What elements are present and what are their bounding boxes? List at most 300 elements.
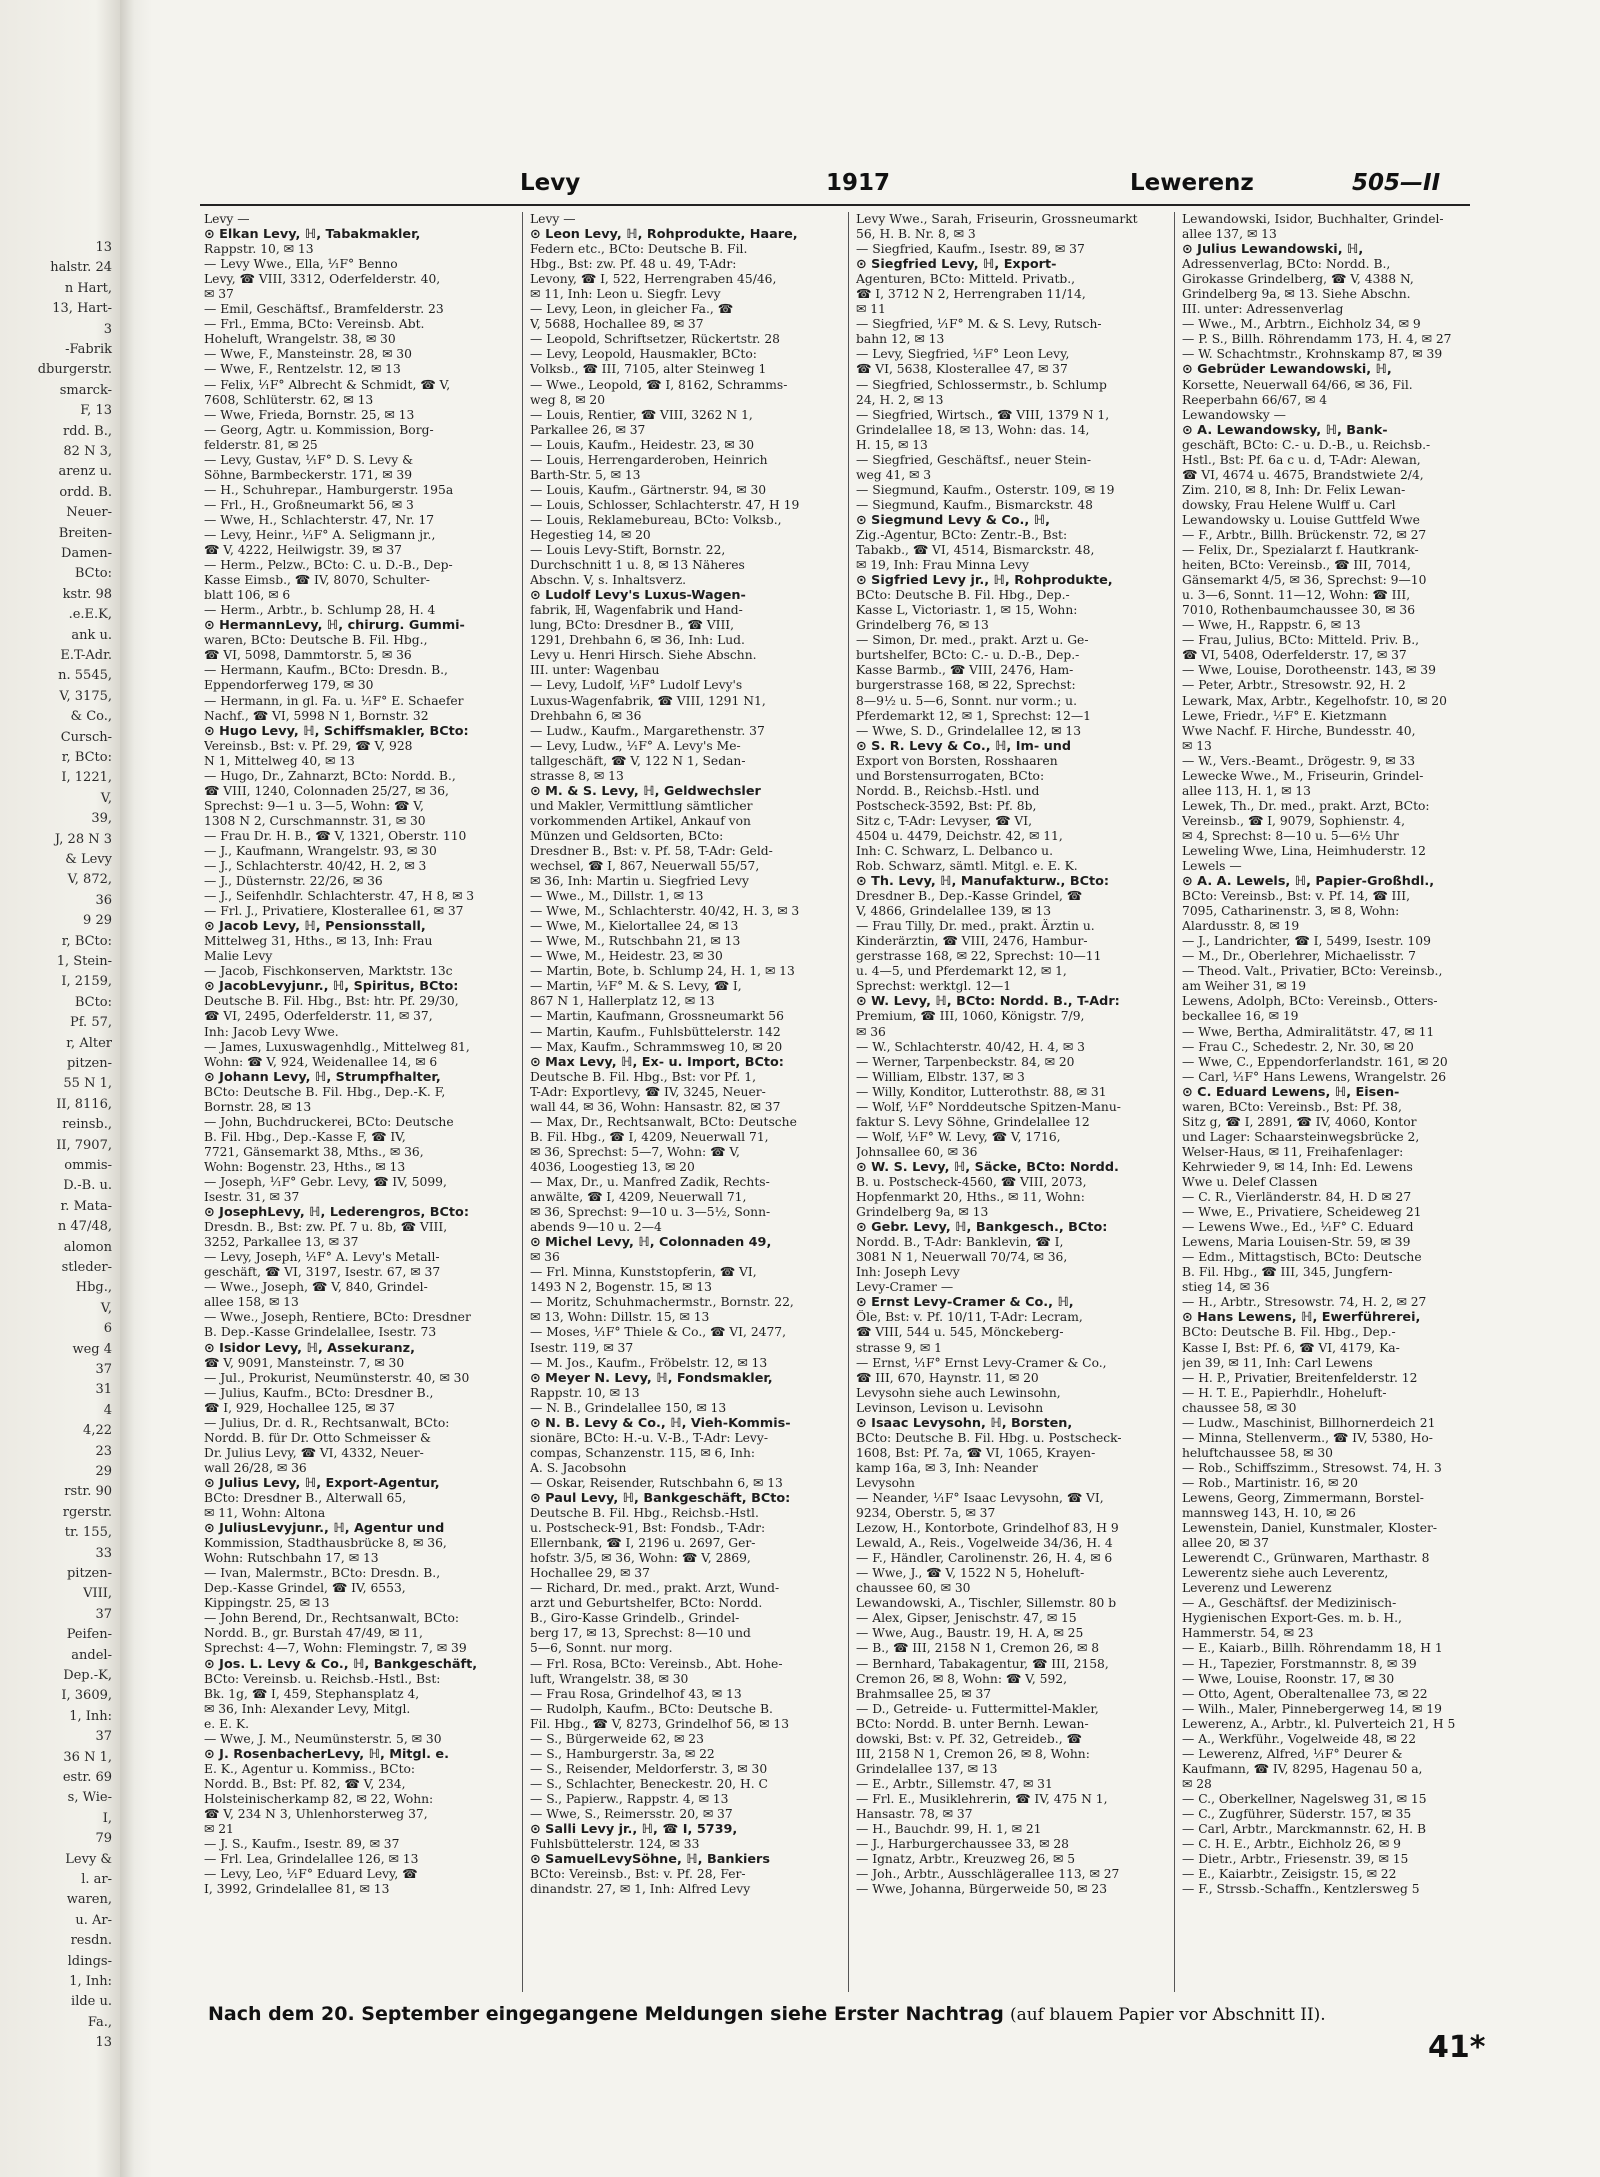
directory-line: — E., Kaiarbtr., Zeisigstr. 15, ✉ 22	[1182, 1867, 1397, 1882]
directory-line: — Frl., H., Großneumarkt 56, ✉ 3	[204, 497, 414, 512]
directory-line: Welser-Haus, ✉ 11, Freihafenlager:	[1182, 1144, 1404, 1159]
directory-line: ⊙ Max Levy, ℍ, Ex- u. Import, BCto:	[530, 1054, 784, 1070]
previous-page-fragment: r. Mata-	[60, 1198, 112, 1214]
directory-line: ⊙ Elkan Levy, ℍ, Tabakmakler,	[204, 227, 421, 243]
directory-line: Gänsemarkt 4/5, ✉ 36, Sprechst: 9—10	[1182, 573, 1427, 588]
directory-line: — Willy, Konditor, Lutterothstr. 88, ✉ 31	[856, 1084, 1107, 1099]
directory-line: bahn 12, ✉ 13	[856, 332, 945, 347]
footer-note	[208, 2003, 1468, 2026]
directory-line: ☎ VI, 2495, Oderfelderstr. 11, ✉ 37,	[204, 1009, 433, 1024]
directory-line: ⊙ C. Eduard Lewens, ℍ, Eisen-	[1182, 1084, 1400, 1100]
directory-line: Öle, Bst: v. Pf. 10/11, T-Adr: Lecram,	[856, 1310, 1083, 1325]
directory-line: — Louis, Schlosser, Schlachterstr. 47, H 19	[530, 497, 800, 512]
directory-line: III, 2158 N 1, Cremon 26, ✉ 8, Wohn:	[856, 1746, 1090, 1761]
directory-line: Parkallee 26, ✉ 37	[530, 422, 646, 437]
directory-line: Levy-Cramer —	[856, 1280, 954, 1295]
directory-line: Korsette, Neuerwall 64/66, ✉ 36, Fil.	[1182, 377, 1413, 392]
previous-page-fragment: pitzen-	[66, 1056, 112, 1071]
directory-line: BCto: Nordd. B. unter Bernh. Lewan-	[856, 1716, 1089, 1731]
directory-line: Export von Borsten, Rosshaaren	[856, 753, 1058, 768]
directory-line: strasse 8, ✉ 13	[530, 768, 624, 783]
directory-line: — D., Getreide- u. Futtermittel-Makler,	[856, 1701, 1099, 1716]
directory-line: — J., Schlachterstr. 40/42, H. 2, ✉ 3	[204, 859, 427, 874]
directory-line: — S., Papierw., Rappstr. 4, ✉ 13	[530, 1791, 729, 1806]
previous-page-fragment: I,	[102, 1810, 112, 1826]
directory-line: ⊙ Ernst Levy-Cramer & Co., ℍ,	[856, 1295, 1074, 1311]
directory-line: 24, H. 2, ✉ 13	[856, 392, 944, 407]
previous-page-fragment: halstr. 24	[50, 260, 112, 276]
directory-line: Inh: Joseph Levy	[856, 1265, 960, 1280]
previous-page-fragment: -Fabrik	[65, 342, 112, 357]
directory-line: ☎ V, 9091, Mansteinstr. 7, ✉ 30	[204, 1355, 405, 1370]
directory-line: chaussee 58, ✉ 30	[1182, 1400, 1297, 1415]
previous-page-fragment: r, Alter	[66, 1035, 112, 1051]
directory-line: ⊙ JosephLevy, ℍ, Lederengros, BCto:	[204, 1205, 469, 1221]
directory-line: — H., Schuhrepar., Hamburgerstr. 195a	[204, 482, 454, 497]
previous-page-fragment: Damen-	[61, 546, 112, 561]
directory-line: Lewerentz siehe auch Leverentz,	[1182, 1566, 1389, 1581]
directory-line: anwälte, ☎ I, 4209, Neuerwall 71,	[530, 1190, 747, 1205]
directory-line: ⊙ Gebr. Levy, ℍ, Bankgesch., BCto:	[856, 1220, 1108, 1236]
directory-line: — J., Kaufmann, Wrangelstr. 93, ✉ 30	[204, 843, 437, 858]
directory-line: ⊙ Jacob Levy, ℍ, Pensionsstall,	[204, 919, 426, 935]
directory-line: Sitz c, T-Adr: Levyser, ☎ VI,	[856, 813, 1032, 828]
previous-page-fragment: ldings-	[67, 1953, 112, 1969]
previous-page-fragment: & Levy	[65, 852, 112, 867]
directory-line: Zim. 210, ✉ 8, Inh: Dr. Felix Lewan-	[1182, 482, 1406, 497]
directory-line: — Wwe, M., Kielortallee 24, ✉ 13	[530, 919, 739, 934]
previous-page-fragment: 13	[95, 2035, 112, 2051]
directory-line: Dr. Julius Levy, ☎ VI, 4332, Neuer-	[204, 1445, 424, 1460]
directory-line: Kehrwieder 9, ✉ 14, Inh: Ed. Lewens	[1182, 1159, 1413, 1174]
directory-line: — Wwe, E., Privatiere, Scheideweg 21	[1182, 1205, 1422, 1220]
directory-line: ⊙ SamuelLevySöhne, ℍ, Bankiers	[530, 1852, 770, 1868]
directory-line: — Lewerenz, Alfred, ¹⁄₁F° Deurer &	[1182, 1746, 1403, 1761]
directory-line: — Julius, Dr. d. R., Rechtsanwalt, BCto:	[204, 1415, 450, 1430]
directory-line: dinandstr. 27, ✉ 1, Inh: Alfred Levy	[530, 1882, 751, 1897]
directory-line: — E., Kaiarb., Billh. Röhrendamm 18, H 1	[1182, 1641, 1443, 1656]
directory-line: — H., Tapezier, Forstmannstr. 8, ✉ 39	[1182, 1656, 1417, 1671]
directory-line: Kommission, Stadthausbrücke 8, ✉ 36,	[204, 1536, 447, 1551]
directory-line: — Hermann, in gl. Fa. u. ¹⁄₁F° E. Schaefer	[204, 693, 464, 708]
previous-page-fragment: II, 8116,	[56, 1096, 112, 1112]
directory-line: B. Dep.-Kasse Grindelallee, Isestr. 73	[204, 1325, 437, 1340]
directory-line: ⊙ Gebrüder Lewandowski, ℍ,	[1182, 362, 1392, 378]
directory-line: — Louis, Kaufm., Heidestr. 23, ✉ 30	[530, 437, 755, 452]
directory-line: Cremon 26, ✉ 8, Wohn: ☎ V, 592,	[856, 1671, 1068, 1686]
directory-line: ⊙ Hans Lewens, ℍ, Ewerführerei,	[1182, 1310, 1421, 1326]
directory-line: Adressenverlag, BCto: Nordd. B.,	[1182, 257, 1391, 272]
footer-note-paren: (auf blauem Papier vor Abschnitt II).	[1009, 2005, 1326, 2025]
directory-line: — Wwe, H., Rappstr. 6, ✉ 13	[1182, 618, 1361, 633]
directory-line: Johnsallee 60, ✉ 36	[856, 1144, 978, 1159]
directory-line: III. unter: Adressenverlag	[1182, 302, 1344, 317]
directory-line: Barth-Str. 5, ✉ 13	[530, 467, 641, 482]
directory-line: Bornstr. 28, ✉ 13	[204, 1099, 312, 1114]
directory-line: Wohn: Rutschbahn 17, ✉ 13	[204, 1551, 379, 1566]
directory-line: Lewerenz, A., Arbtr., kl. Pulverteich 21, H 5	[1182, 1716, 1456, 1731]
previous-page-fragment: u. Ar-	[75, 1912, 112, 1928]
directory-line: Mittelweg 31, Hths., ✉ 13, Inh: Frau	[204, 934, 433, 949]
directory-line: ✉ 36	[530, 1250, 560, 1265]
directory-line: gerstrasse 168, ✉ 22, Sprechst: 10—11	[856, 949, 1102, 964]
directory-line: Hammerstr. 54, ✉ 23	[1182, 1626, 1314, 1641]
directory-line: ⊙ Leon Levy, ℍ, Rohprodukte, Haare,	[530, 227, 798, 243]
previous-page-edge	[0, 0, 120, 2177]
directory-line: ⊙ Ludolf Levy's Luxus-Wagen-	[530, 588, 746, 604]
directory-line: ☎ I, 929, Hochallee 125, ✉ 37	[204, 1400, 395, 1415]
directory-line: Fil. Hbg., ☎ V, 8273, Grindelhof 56, ✉ 13	[530, 1716, 790, 1731]
directory-line: Postscheck-3592, Bst: Pf. 8b,	[856, 798, 1037, 813]
directory-line: — Louis, Rentier, ☎ VIII, 3262 N 1,	[530, 407, 753, 422]
directory-line: Lewens, Georg, Zimmermann, Borstel-	[1182, 1490, 1424, 1505]
directory-line: Zig.-Agentur, BCto: Zentr.-B., Bst:	[856, 527, 1068, 542]
directory-line: Levysohn	[856, 1475, 915, 1490]
directory-line: — Levy, Siegfried, ¹⁄₁F° Leon Levy,	[856, 347, 1070, 362]
directory-line: Lewald, A., Reis., Vogelweide 34/36, H. 4	[856, 1536, 1113, 1551]
directory-line: — C. R., Vierländerstr. 84, H. D ✉ 27	[1182, 1190, 1412, 1205]
directory-line: — Bernhard, Tabakagentur, ☎ III, 2158,	[856, 1656, 1109, 1671]
directory-line: ⊙ A. Lewandowsky, ℍ, Bank-	[1182, 422, 1388, 438]
directory-line: — J. S., Kaufm., Isestr. 89, ✉ 37	[204, 1837, 400, 1852]
directory-line: sionäre, BCto: H.-u. V.-B., T-Adr: Levy-	[530, 1430, 768, 1445]
directory-line: — Carl, Arbtr., Marckmannstr. 62, H. B	[1182, 1822, 1427, 1837]
directory-line: — Alex, Gipser, Jenischstr. 47, ✉ 15	[856, 1611, 1077, 1626]
directory-line: Federn etc., BCto: Deutsche B. Fil.	[530, 242, 748, 257]
directory-line: Lewe, Friedr., ¹⁄₁F° E. Kietzmann	[1182, 708, 1387, 723]
directory-line: — Moses, ¹⁄₁F° Thiele & Co., ☎ VI, 2477,	[530, 1325, 787, 1340]
previous-page-fragment: V,	[100, 790, 112, 806]
directory-line: — Martin, Kaufm., Fuhlsbüttelerstr. 142	[530, 1024, 781, 1039]
directory-line: — C. H. E., Arbtr., Eichholz 26, ✉ 9	[1182, 1837, 1401, 1852]
directory-line: Inh: C. Schwarz, L. Delbanco u.	[856, 843, 1054, 858]
directory-line: — Levy, Heinr., ¹⁄₁F° A. Seligmann jr.,	[204, 527, 436, 542]
directory-line: A. S. Jacobsohn	[530, 1460, 627, 1475]
directory-line: — S., Reisender, Meldorferstr. 3, ✉ 30	[530, 1761, 768, 1776]
directory-line: — Martin, ¹⁄₁F° M. & S. Levy, ☎ I,	[530, 979, 742, 994]
directory-line: Wohn: ☎ V, 924, Weidenallee 14, ✉ 6	[204, 1054, 438, 1069]
previous-page-fragment: ordd. B.	[59, 484, 112, 500]
directory-line: 3081 N 1, Neuerwall 70/74, ✉ 36,	[856, 1250, 1068, 1265]
directory-line: — Levy Wwe., Ella, ¹⁄₁F° Benno	[204, 257, 398, 272]
directory-line: — Levy, Joseph, ¹⁄₁F° A. Levy's Metall-	[204, 1250, 440, 1265]
previous-page-fragment: 29	[95, 1464, 112, 1479]
running-head-left: Levy	[520, 170, 581, 196]
directory-line: ⊙ N. B. Levy & Co., ℍ, Vieh-Kommis-	[530, 1415, 791, 1431]
directory-line: ✉ 11	[856, 302, 886, 317]
previous-page-fragment: 37	[95, 1362, 112, 1377]
directory-line: Agenturen, BCto: Mitteld. Privatb.,	[856, 272, 1076, 287]
directory-line: Levy Wwe., Sarah, Friseurin, Grossneumarkt	[856, 212, 1138, 226]
directory-line: — P. S., Billh. Röhrendamm 173, H. 4, ✉ 27	[1182, 332, 1452, 347]
directory-line: ⊙ JuliusLevyjunr., ℍ, Agentur und	[204, 1521, 445, 1537]
directory-line: — John, Buchdruckerei, BCto: Deutsche	[204, 1114, 454, 1129]
previous-page-fragment: ank u.	[71, 627, 112, 643]
directory-line: u. 3—6, Sonnt. 11—12, Wohn: ☎ III,	[1182, 588, 1411, 603]
directory-line: — Rob., Martinistr. 16, ✉ 20	[1182, 1475, 1358, 1490]
directory-line: Kippingstr. 25, ✉ 13	[204, 1596, 330, 1611]
directory-line: — Dietr., Arbtr., Friesenstr. 39, ✉ 15	[1182, 1852, 1409, 1867]
directory-line: — Carl, ¹⁄₁F° Hans Lewens, Wrangelstr. 26	[1182, 1069, 1447, 1084]
directory-line: — Wwe, Bertha, Admiralitätstr. 47, ✉ 11	[1182, 1024, 1435, 1039]
directory-line: — Simon, Dr. med., prakt. Arzt u. Ge-	[856, 633, 1089, 648]
previous-page-fragment: tr. 155,	[64, 1525, 112, 1541]
directory-line: 1291, Drehbahn 6, ✉ 36, Inh: Lud.	[530, 633, 745, 648]
previous-page-fragment: 79	[95, 1831, 112, 1847]
directory-line: Bk. 1g, ☎ I, 459, Stephansplatz 4,	[204, 1686, 420, 1701]
previous-page-fragment: s, Wie-	[67, 1790, 112, 1806]
directory-line: — J., Seifenhdlr. Schlachterstr. 47, H 8, ✉ 3	[204, 889, 475, 904]
directory-line: heiten, BCto: Vereinsb., ☎ III, 7014,	[1182, 558, 1411, 573]
directory-line: heluftchaussee 58, ✉ 30	[1182, 1445, 1334, 1460]
directory-line: — Werner, Tarpenbeckstr. 84, ✉ 20	[856, 1054, 1075, 1069]
directory-line: — Frau Rosa, Grindelhof 43, ✉ 13	[530, 1686, 742, 1701]
directory-line: — M. Jos., Kaufm., Fröbelstr. 12, ✉ 13	[530, 1355, 768, 1370]
previous-page-fragment: 3	[103, 321, 112, 337]
previous-page-fragment: 6	[103, 1321, 112, 1337]
directory-line: Dresdn. B., Bst: zw. Pf. 7 u. 8b, ☎ VIII,	[204, 1220, 448, 1235]
directory-line: Deutsche B. Fil. Hbg., Reichsb.-Hstl.	[530, 1506, 759, 1521]
previous-page-fragment: n. 5545,	[58, 668, 112, 684]
directory-line: — Wwe., M., Dillstr. 1, ✉ 13	[530, 889, 704, 904]
directory-line: BCto: Deutsche B. Fil. Hbg., Dep.-K. F,	[204, 1084, 446, 1099]
directory-line: felderstr. 81, ✉ 25	[204, 437, 318, 452]
directory-line: Lewels —	[1182, 859, 1242, 874]
directory-line: Nordd. B., Bst: Pf. 82, ☎ V, 234,	[204, 1776, 406, 1791]
previous-page-fragment: F, 13	[80, 403, 112, 419]
directory-line: — Theod. Valt., Privatier, BCto: Vereinsb.,	[1182, 964, 1443, 979]
directory-line: Nordd. B., T-Adr: Banklevin, ☎ I,	[856, 1235, 1064, 1250]
directory-line: Isestr. 31, ✉ 37	[204, 1190, 300, 1205]
directory-line: — W., Schlachterstr. 40/42, H. 4, ✉ 3	[856, 1039, 1085, 1054]
directory-line: — F., Händler, Carolinenstr. 26, H. 4, ✉ 6	[856, 1551, 1113, 1566]
directory-line: BCto: Deutsche B. Fil. Hbg., Dep.-	[856, 588, 1070, 603]
previous-page-fragment: Peifen-	[66, 1627, 112, 1643]
directory-line: Grindelallee 18, ✉ 13, Wohn: das. 14,	[856, 422, 1090, 437]
directory-line: — Louis, Reklamebureau, BCto: Volksb.,	[530, 512, 782, 527]
directory-line: — Levy, Ludw., ¹⁄₁F° A. Levy's Me-	[530, 738, 741, 753]
directory-line: Lewandowski, Isidor, Buchhalter, Grindel-	[1182, 212, 1444, 226]
directory-line: Kasse Barmb., ☎ VIII, 2476, Ham-	[856, 663, 1074, 678]
directory-line: ✉ 37	[204, 287, 234, 302]
directory-line: — H., Bauchdr. 99, H. 1, ✉ 21	[856, 1822, 1042, 1837]
directory-line: Ellernbank, ☎ I, 2196 u. 2697, Ger-	[530, 1536, 756, 1551]
directory-line: allee 158, ✉ 13	[204, 1295, 299, 1310]
directory-line: 1608, Bst: Pf. 7a, ☎ VI, 1065, Krayen-	[856, 1445, 1096, 1460]
directory-line: — Frl. Minna, Kunststopferin, ☎ VI,	[530, 1265, 757, 1280]
previous-page-fragment: 33	[95, 1545, 112, 1561]
directory-line: — Wwe., Joseph, Rentiere, BCto: Dresdner	[204, 1310, 471, 1325]
directory-line: BCto: Deutsche B. Fil. Hbg., Dep.-	[1182, 1325, 1396, 1340]
directory-line: Söhne, Barmbeckerstr. 171, ✉ 39	[204, 467, 413, 482]
directory-line: Sprechst: 9—1 u. 3—5, Wohn: ☎ V,	[204, 798, 424, 813]
directory-line: Lewens, Adolph, BCto: Vereinsb., Otters-	[1182, 994, 1438, 1009]
previous-page-fragment: 55 N 1,	[63, 1076, 112, 1092]
directory-line: V, 4866, Grindelallee 139, ✉ 13	[856, 904, 1052, 919]
directory-line: — John Berend, Dr., Rechtsanwalt, BCto:	[204, 1611, 460, 1626]
directory-line: Inh: Jacob Levy Wwe.	[204, 1024, 339, 1039]
directory-line: Lewandowsky —	[1182, 407, 1286, 422]
previous-page-fragment: 13, Hart-	[52, 301, 112, 317]
directory-line: — Minna, Stellenverm., ☎ IV, 5380, Ho-	[1182, 1430, 1433, 1445]
directory-line: Lewandowsky u. Louise Guttfeld Wwe	[1182, 512, 1420, 527]
directory-line: — Siegmund, Kaufm., Osterstr. 109, ✉ 19	[856, 482, 1115, 497]
previous-page-fragment: Dep.-K,	[63, 1668, 112, 1683]
previous-page-fragment: 1, Inh:	[69, 1708, 112, 1724]
directory-line: Nordd. B., gr. Burstah 47/49, ✉ 11,	[204, 1626, 423, 1641]
directory-line: — J., Harburgerchaussee 33, ✉ 28	[856, 1837, 1070, 1852]
directory-line: — Wwe, C., Eppendorferlandstr. 161, ✉ 20	[1182, 1054, 1448, 1069]
directory-line: Abschn. V, s. Inhaltsverz.	[530, 573, 686, 588]
directory-line: BCto: Vereinsb. u. Reichsb.-Hstl., Bst:	[204, 1671, 441, 1686]
directory-line: — Herm., Arbtr., b. Schlump 28, H. 4	[204, 603, 436, 618]
directory-line: — Siegfried, Geschäftsf., neuer Stein-	[856, 452, 1092, 467]
directory-line: beckallee 16, ✉ 19	[1182, 1009, 1299, 1024]
directory-line: — Felix, ¹⁄₁F° Albrecht & Schmidt, ☎ V,	[204, 377, 451, 392]
directory-line: B. Fil. Hbg., ☎ I, 4209, Neuerwall 71,	[530, 1129, 769, 1144]
directory-line: Sprechst: werktgl. 12—1	[856, 979, 1012, 994]
directory-line: ⊙ A. A. Lewels, ℍ, Papier-Großhdl.,	[1182, 874, 1435, 890]
directory-line: wall 26/28, ✉ 36	[204, 1460, 307, 1475]
directory-line: ⊙ M. & S. Levy, ℍ, Geldwechsler	[530, 783, 761, 799]
directory-line: Grindelberg 76, ✉ 13	[856, 618, 989, 633]
directory-line: — Levy, Leopold, Hausmakler, BCto:	[530, 347, 757, 362]
directory-line: Kasse Eimsb., ☎ IV, 8070, Schulter-	[204, 573, 430, 588]
directory-line: geschäft, BCto: C.- u. D.-B., u. Reichsb.-	[1182, 437, 1431, 452]
directory-line: ✉ 36, Sprechst: 9—10 u. 3—5½, Sonn-	[530, 1205, 771, 1220]
directory-line: — Wwe, Aug., Baustr. 19, H. A, ✉ 25	[856, 1626, 1084, 1641]
directory-line: — Siegfried, Wirtsch., ☎ VIII, 1379 N 1,	[856, 407, 1110, 422]
directory-line: wechsel, ☎ I, 867, Neuerwall 55/57,	[530, 859, 760, 874]
directory-line: ⊙ J. RosenbacherLevy, ℍ, Mitgl. e.	[204, 1746, 449, 1762]
previous-page-fragment: 36 N 1,	[63, 1749, 112, 1765]
previous-page-fragment: rstr. 90	[64, 1484, 112, 1500]
column-divider	[1174, 212, 1175, 1992]
previous-page-fragment: Fa.,	[87, 2014, 112, 2030]
directory-line: 7010, Rothenbaumchaussee 30, ✉ 36	[1182, 603, 1416, 618]
directory-line: Wwe Nachf. F. Hirche, Bundesstr. 40,	[1182, 723, 1416, 738]
previous-page-fragment: pitzen-	[66, 1566, 112, 1581]
directory-line: strasse 9, ✉ 1	[856, 1340, 942, 1355]
directory-line: Levony, ☎ I, 522, Herrengraben 45/46,	[530, 272, 777, 287]
directory-line: Kasse L, Victoriastr. 1, ✉ 15, Wohn:	[856, 603, 1078, 618]
directory-line: Sitz g, ☎ I, 2891, ☎ IV, 4060, Kontor	[1182, 1114, 1417, 1129]
directory-line: ☎ VI, 5098, Dammtorstr. 5, ✉ 36	[204, 648, 412, 663]
directory-line: — Peter, Arbtr., Stresowstr. 92, H. 2	[1182, 678, 1406, 693]
directory-line: ⊙ Siegfried Levy, ℍ, Export-	[856, 257, 1057, 273]
previous-page-fragment: 39,	[91, 811, 112, 827]
directory-line: — Levy, Leo, ¹⁄₁F° Eduard Levy, ☎	[204, 1867, 418, 1882]
directory-line: — Martin, Kaufmann, Grossneumarkt 56	[530, 1009, 784, 1024]
directory-line: — Jul., Prokurist, Neumünsterstr. 40, ✉ 30	[204, 1370, 470, 1385]
directory-line: ✉ 28	[1182, 1776, 1212, 1791]
directory-line: — Rudolph, Kaufm., BCto: Deutsche B.	[530, 1701, 773, 1716]
directory-line: B., Giro-Kasse Grindelb., Grindel-	[530, 1611, 740, 1626]
directory-line: tallgeschäft, ☎ V, 122 N 1, Sedan-	[530, 753, 746, 768]
previous-page-fragment: 1, Inh:	[69, 1974, 112, 1989]
directory-line: V, 5688, Hochallee 89, ✉ 37	[530, 317, 704, 332]
directory-line: — Wwe, Louise, Dorotheenstr. 143, ✉ 39	[1182, 663, 1436, 678]
directory-line: — Wolf, ¹⁄₁F° W. Levy, ☎ V, 1716,	[856, 1129, 1061, 1144]
directory-line: — Siegfried, Schlossermstr., b. Schlump	[856, 377, 1107, 392]
directory-line: jen 39, ✉ 11, Inh: Carl Lewens	[1182, 1355, 1373, 1370]
previous-page-fragment: 13	[95, 240, 112, 255]
directory-line: — Wwe, H., Schlachterstr. 47, Nr. 17	[204, 512, 435, 527]
previous-page-fragment: E.T-Adr.	[60, 648, 112, 663]
previous-page-fragment: J, 28 N 3	[54, 831, 112, 847]
directory-line: wall 44, ✉ 36, Wohn: Hansastr. 82, ✉ 37	[530, 1099, 781, 1114]
previous-page-fragment: l. ar-	[81, 1872, 112, 1887]
directory-line: Lewandowski, A., Tischler, Sillemstr. 80 b	[856, 1596, 1117, 1611]
directory-line: — Frau Tilly, Dr. med., prakt. Ärztin u.	[856, 919, 1095, 934]
previous-page-fragment: 4	[103, 1402, 112, 1418]
directory-line: — Edm., Mittagstisch, BCto: Deutsche	[1182, 1250, 1422, 1265]
directory-line: Hygienischen Export-Ges. m. b. H.,	[1182, 1611, 1402, 1626]
directory-line: Malie Levy	[204, 949, 273, 964]
directory-line: N 1, Mittelweg 40, ✉ 13	[204, 753, 355, 768]
directory-line: — Moritz, Schuhmachermstr., Bornstr. 22,	[530, 1295, 794, 1310]
directory-line: Levinson, Levison u. Levisohn	[856, 1400, 1044, 1415]
directory-line: ✉ 4, Sprechst: 8—10 u. 5—6½ Uhr	[1182, 828, 1399, 843]
directory-line: — Ivan, Malermstr., BCto: Dresdn. B.,	[204, 1566, 441, 1581]
previous-page-fragment: & Co.,	[70, 709, 112, 725]
previous-page-fragment: 37	[95, 1606, 112, 1622]
directory-line: weg 41, ✉ 3	[856, 467, 932, 482]
directory-line: — Hugo, Dr., Zahnarzt, BCto: Nordd. B.,	[204, 768, 456, 783]
directory-line: ⊙ Salli Levy jr., ℍ, ☎ I, 5739,	[530, 1822, 738, 1838]
directory-line: — Wwe., Joseph, ☎ V, 840, Grindel-	[204, 1280, 428, 1295]
directory-line: und Borstensurrogaten, BCto:	[856, 768, 1045, 783]
previous-page-fragment: II, 7907,	[56, 1137, 112, 1153]
directory-line: Hbg., Bst: zw. Pf. 48 u. 49, T-Adr:	[530, 257, 737, 272]
footer-note-main: Nach dem 20. September eingegangene Meldungen siehe Erster Nachtrag	[208, 2003, 1004, 2025]
directory-line: — Herm., Pelzw., BCto: C. u. D.-B., Dep-	[204, 558, 453, 573]
directory-line: — W., Vers.-Beamt., Drögestr. 9, ✉ 33	[1182, 753, 1416, 768]
directory-line: — Hermann, Kaufm., BCto: Dresdn. B.,	[204, 663, 448, 678]
directory-line: ⊙ Isaac Levysohn, ℍ, Borsten,	[856, 1415, 1073, 1431]
directory-line: Levy u. Henri Hirsch. Siehe Abschn.	[530, 648, 757, 663]
directory-line: — Wwe, M., Schlachterstr. 40/42, H. 3, ✉ 3	[530, 904, 800, 919]
previous-page-fragment: dburgerstr.	[37, 362, 112, 378]
previous-page-fragment: 31	[95, 1382, 112, 1398]
directory-line: stieg 14, ✉ 36	[1182, 1280, 1270, 1295]
directory-line: ☎ III, 670, Haynstr. 11, ✉ 20	[856, 1370, 1039, 1385]
directory-line: — Frl. Lea, Grindelallee 126, ✉ 13	[204, 1852, 419, 1867]
directory-line: kamp 16a, ✉ 3, Inh: Neander	[856, 1460, 1038, 1475]
directory-line: III. unter: Wagenbau	[530, 663, 660, 678]
directory-line: Brahmsallee 25, ✉ 37	[856, 1686, 992, 1701]
directory-line: — C., Oberkellner, Nagelsweg 31, ✉ 15	[1182, 1791, 1427, 1806]
directory-line: — J., Düsternstr. 22/26, ✉ 36	[204, 874, 383, 889]
directory-line: Lewecke Wwe., M., Friseurin, Grindel-	[1182, 768, 1424, 783]
directory-line: — Emil, Geschäftsf., Bramfelderstr. 23	[204, 302, 444, 317]
previous-page-fragment: n Hart,	[64, 280, 112, 296]
directory-line: ☎ VI, 4674 u. 4675, Brandstwiete 2/4,	[1182, 467, 1424, 482]
directory-line: Lewark, Max, Arbtr., Kegelhofstr. 10, ✉ 20	[1182, 693, 1447, 708]
directory-line: ☎ V, 234 N 3, Uhlenhorsterweg 37,	[204, 1806, 428, 1821]
directory-line: — Max, Dr., u. Manfred Zadik, Rechts-	[530, 1175, 770, 1189]
directory-line: allee 113, H. 1, ✉ 13	[1182, 783, 1311, 798]
previous-page-fragment: D.-B. u.	[63, 1178, 112, 1194]
directory-line: Lezow, H., Kontorbote, Grindelhof 83, H 9	[856, 1521, 1119, 1536]
directory-line: H. 15, ✉ 13	[856, 437, 928, 452]
directory-line: — Frl. E., Musiklehrerin, ☎ IV, 475 N 1,	[856, 1791, 1108, 1806]
previous-page-fragment: rdd. B.,	[63, 423, 112, 439]
previous-page-fragment: alomon	[63, 1239, 112, 1255]
directory-line: ⊙ Meyer N. Levy, ℍ, Fondsmakler,	[530, 1370, 773, 1386]
directory-line: ✉ 13, Wohn: Dillstr. 15, ✉ 13	[530, 1310, 710, 1325]
directory-line: ⊙ Isidor Levy, ℍ, Assekuranz,	[204, 1340, 415, 1356]
